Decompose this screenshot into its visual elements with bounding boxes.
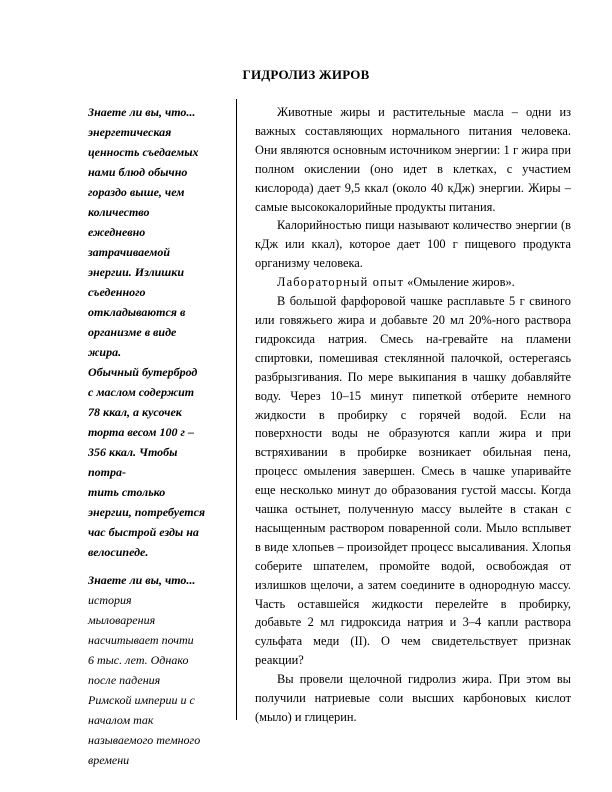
- note-line: называемого темного: [88, 733, 201, 747]
- sidebar-notes: [88, 102, 223, 770]
- paragraph-conclusion: Вы провели щелочной гидролиз жира. При этом вы получили натриевые соли высших карбоновых кислот (мыло) и глицерин.: [255, 672, 571, 724]
- column-divider: [236, 99, 237, 720]
- note-line: тить столько: [88, 485, 166, 499]
- note-line: 78 ккал, а кусочек: [88, 405, 182, 419]
- note-line: откладываются в: [88, 305, 186, 319]
- note-line: нами блюд обычно: [88, 165, 188, 179]
- lab-title: «Омыление жиров».: [404, 275, 515, 290]
- note-heading: Знаете ли вы, что...: [88, 573, 196, 587]
- note-line: энергии. Излишки: [88, 265, 185, 279]
- lab-heading: [255, 273, 571, 292]
- note-line: организме в виде: [88, 325, 177, 339]
- note-line: началом так: [88, 713, 154, 727]
- sidebar-note-soap-history: [88, 570, 223, 770]
- note-line: энергии, потребуется: [88, 505, 206, 519]
- note-line: гораздо выше, чем: [88, 185, 185, 199]
- note-line: после падения: [88, 673, 161, 687]
- paragraph-procedure: В большой фарфоровой чашке расплавьте 5 г свиного или говяжьего жира и добавьте 20 мл 20%-ного раствора гидроксида натрия. Смесь на-гревайте на пламени спиртовки, помешивая стеклянной палочкой, остерегаясь разбрызгивания. По мере выкипания в чашку добавляйте воду. Через 10–15 минут пипеткой отберите немного жидкости в пробирку с горячей водой. Если на поверхности воды не образуются капли жира и при встряхивании в пробирке возникает обильная пена, процесс омыления завершен. Смесь в чашке упаривайте еще несколько минут до образования густой массы. Когда чашка остынет, полученную массу вылейте в стакан с насыщенным раствором поваренной соли. Мыло всплывет в виде хлопьев – произойдет процесс высаливания. Хлопья соберите шпателем, промойте водой, освобождая от излишков щелочи, а затем соедините в однородную массу. Часть оставшейся жидкости перелейте в пробирку, добавьте 2 мл гидроксида натрия и 3–4 капли раствора сульфата меди (II). О чем свидетельствует признак реакции?: [255, 294, 571, 668]
- page-title: ГИДРОЛИЗ ЖИРОВ: [242, 67, 370, 82]
- note-line: велосипеде.: [88, 545, 149, 559]
- note-line: 356 ккал. Чтобы: [88, 445, 178, 459]
- paragraph-intro: Животные жиры и растительные масла – одни из важных составляющих нормального питания человека. Они являются основным источником энергии: 1 г жира при полном окислении (оно идет в клетках, с участием кислорода) дает 9,5 ккал (около 40 кДж) энергии. Жиры – самые высококалорийные продукты питания.: [255, 105, 571, 214]
- note-line: затрачиваемой: [88, 245, 171, 259]
- note-line: час быстрой езды на: [88, 525, 199, 539]
- paragraph-calorie-definition: [255, 216, 571, 273]
- note-line: мыловарения: [88, 613, 156, 627]
- note-line: потра-: [88, 465, 127, 479]
- note-line: ценность съедаемых: [88, 145, 199, 159]
- note-line: Римской империи и с: [88, 693, 195, 707]
- note-line: количество: [88, 205, 150, 219]
- main-text: [255, 103, 571, 727]
- note-line: энергетическая: [88, 125, 172, 139]
- note-line: Знаете ли вы, что...: [88, 105, 196, 119]
- definition-text: пищи называют количество энергии (в кДж или ккал), которое дает 100 г пищевого продукта организму человека.: [255, 218, 571, 271]
- note-line: история: [88, 593, 132, 607]
- note-line: съеденного: [88, 285, 146, 299]
- note-line: времени: [88, 753, 130, 767]
- note-line: с маслом содержит: [88, 385, 195, 399]
- note-line: жира.: [88, 345, 122, 359]
- note-line: ежедневно: [88, 225, 146, 239]
- term-calorie: Калорийностью: [277, 218, 362, 233]
- lab-label: Лабораторный опыт: [277, 275, 405, 290]
- note-line: насчитывает почти: [88, 633, 194, 647]
- note-line: 6 тыс. лет. Однако: [88, 653, 189, 667]
- note-line: Обычный бутерброд: [88, 365, 198, 379]
- note-line: торта весом 100 г –: [88, 425, 194, 439]
- sidebar-note-calories: [88, 102, 223, 562]
